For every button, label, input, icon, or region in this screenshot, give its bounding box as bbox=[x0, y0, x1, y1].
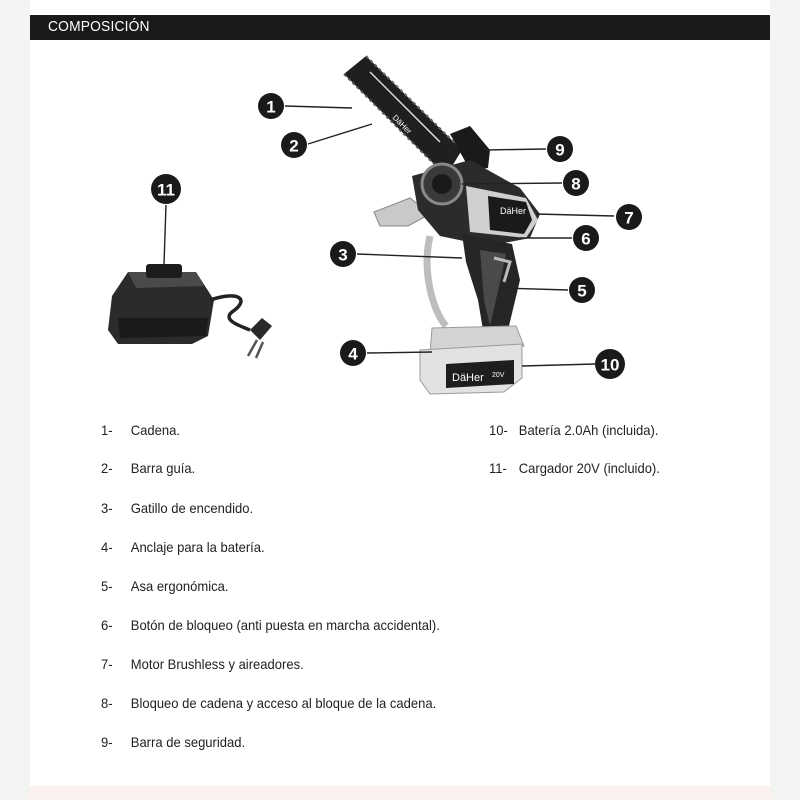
svg-text:1: 1 bbox=[266, 97, 276, 117]
legend-item-1 bbox=[101, 422, 180, 438]
svg-text:8: 8 bbox=[571, 174, 581, 194]
legend-number: 2- bbox=[101, 460, 113, 476]
callout-6 bbox=[573, 225, 599, 251]
callout-10 bbox=[595, 349, 625, 379]
legend-item-5 bbox=[101, 578, 229, 594]
legend-number: 9- bbox=[101, 734, 113, 750]
svg-text:4: 4 bbox=[348, 344, 358, 364]
legend-number: 1- bbox=[101, 422, 113, 438]
svg-text:10: 10 bbox=[600, 355, 620, 375]
legend-text: Anclaje para la batería. bbox=[130, 539, 265, 555]
svg-text:7: 7 bbox=[624, 208, 634, 228]
legend-text: Asa ergonómica. bbox=[130, 578, 229, 594]
legend-item-6 bbox=[101, 617, 440, 633]
bar-logo: DäHer bbox=[390, 113, 414, 136]
legend-number: 11- bbox=[489, 460, 507, 476]
chainsaw-illustration bbox=[344, 56, 540, 394]
callout-8 bbox=[563, 170, 589, 196]
callout-4 bbox=[340, 340, 366, 366]
charger-illustration bbox=[108, 264, 272, 358]
legend-number: 8- bbox=[101, 695, 113, 711]
callout-11 bbox=[151, 174, 181, 204]
callout-7 bbox=[616, 204, 642, 230]
legend-number: 10- bbox=[489, 422, 508, 438]
legend-number: 6- bbox=[101, 617, 113, 633]
legend-text: Bloqueo de cadena y acceso al bloque de la cadena. bbox=[130, 695, 437, 711]
legend-text: Botón de bloqueo (anti puesta en marcha accidental). bbox=[130, 617, 440, 633]
callout-5 bbox=[569, 277, 595, 303]
battery-voltage: 20V bbox=[492, 372, 505, 379]
legend-text: Barra de seguridad. bbox=[130, 734, 246, 750]
legend-item-3 bbox=[101, 500, 254, 516]
legend-item-9 bbox=[101, 734, 246, 750]
legend-number: 3- bbox=[101, 500, 113, 516]
legend-text: Motor Brushless y aireadores. bbox=[130, 656, 304, 672]
legend-item-4 bbox=[101, 539, 265, 555]
callout-3 bbox=[330, 241, 356, 267]
legend-number: 7- bbox=[101, 656, 113, 672]
callout-9 bbox=[547, 136, 573, 162]
battery-logo: DäHer bbox=[452, 372, 484, 384]
legend-text: Cadena. bbox=[130, 422, 180, 438]
callout-2 bbox=[281, 132, 307, 158]
svg-text:2: 2 bbox=[289, 136, 299, 156]
legend-item-2 bbox=[101, 460, 196, 476]
legend-item-8 bbox=[101, 695, 437, 711]
legend-text: Cargador 20V (incluido). bbox=[518, 460, 660, 476]
leader-lines bbox=[164, 106, 614, 366]
svg-text:5: 5 bbox=[577, 281, 587, 301]
legend-item-7 bbox=[101, 656, 304, 672]
legend-item-11 bbox=[489, 460, 660, 476]
callout-1 bbox=[258, 93, 284, 119]
legend-text: Barra guía. bbox=[130, 460, 196, 476]
section-title: COMPOSICIÓN bbox=[48, 18, 150, 35]
legend-text: Gatillo de encendido. bbox=[130, 500, 254, 516]
svg-text:11: 11 bbox=[157, 180, 175, 200]
svg-text:3: 3 bbox=[338, 245, 348, 265]
legend-text: Batería 2.0Ah (incluida). bbox=[518, 422, 659, 438]
svg-text:9: 9 bbox=[555, 140, 565, 160]
bottom-strip bbox=[30, 786, 770, 800]
motor-logo: DäHer bbox=[500, 206, 527, 216]
svg-text:6: 6 bbox=[581, 229, 591, 249]
legend-number: 5- bbox=[101, 578, 113, 594]
legend-number: 4- bbox=[101, 539, 113, 555]
legend-item-10 bbox=[489, 422, 659, 438]
